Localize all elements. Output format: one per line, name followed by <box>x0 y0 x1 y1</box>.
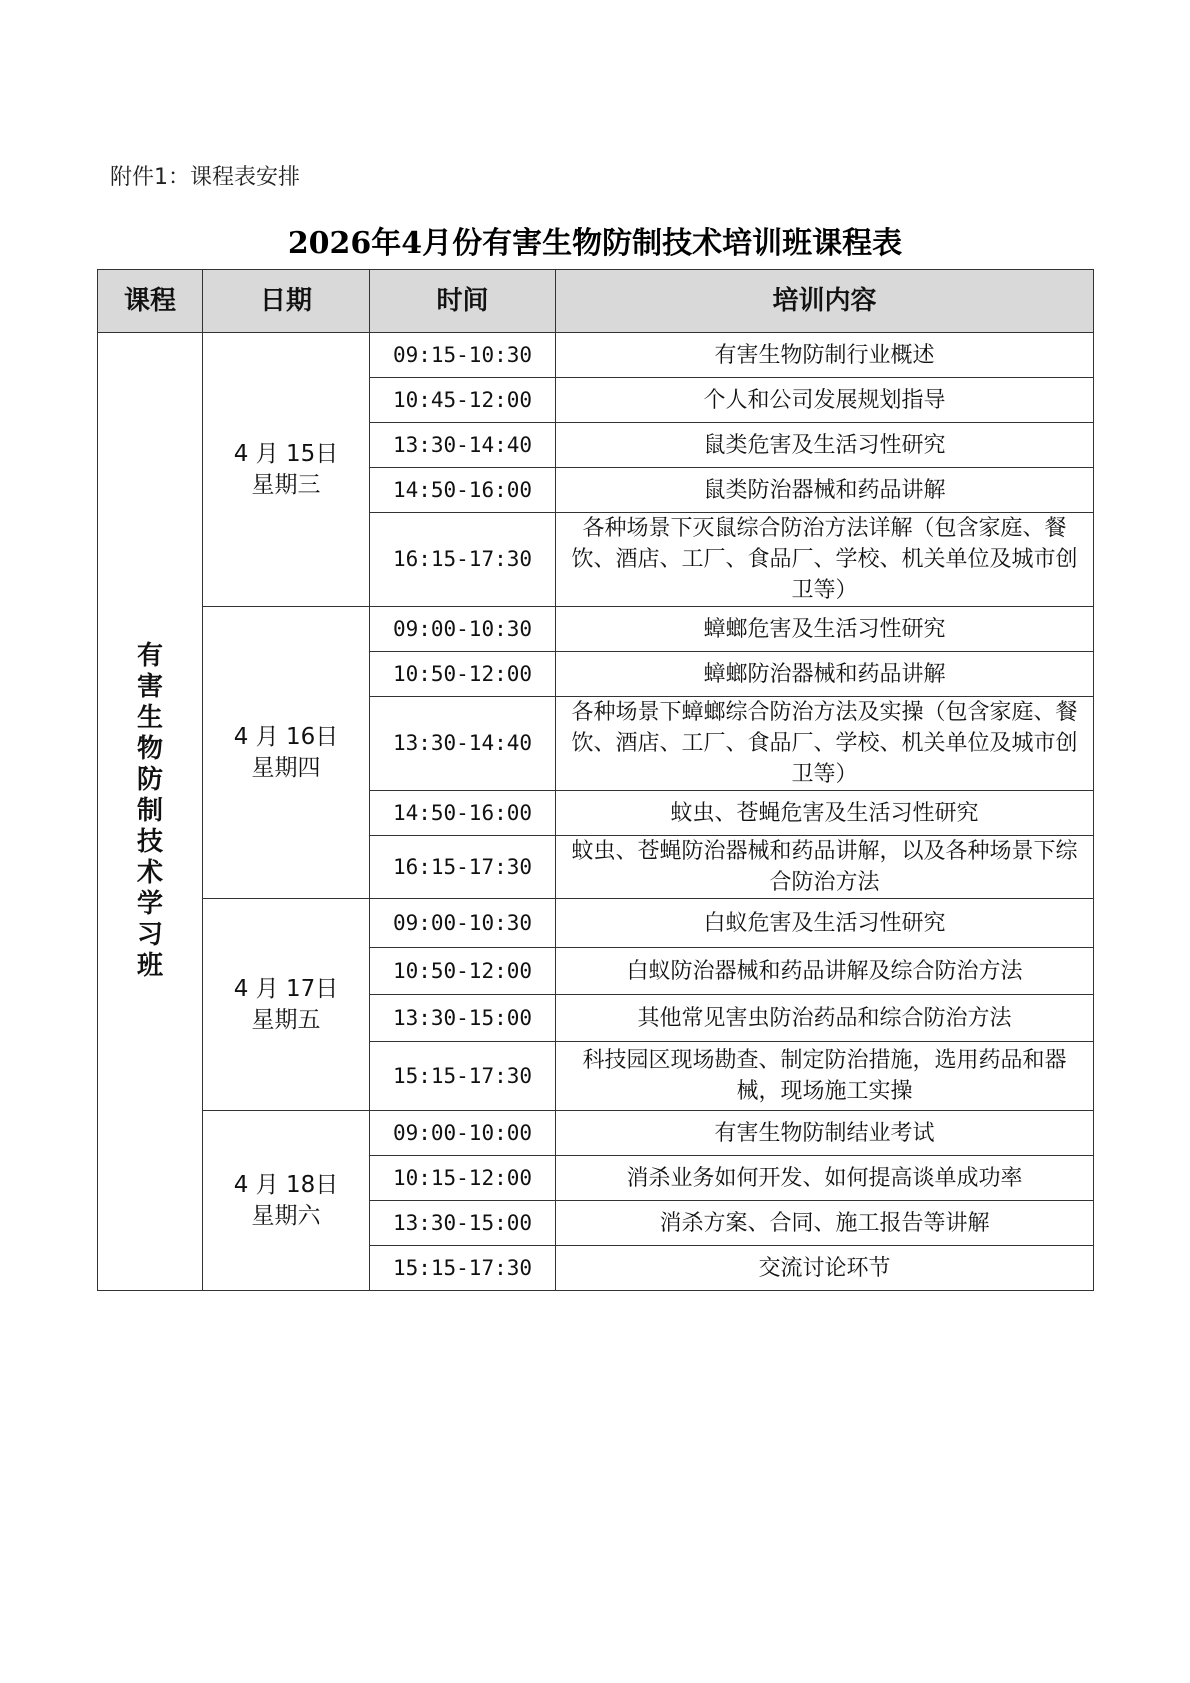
date-cell <box>203 1111 370 1291</box>
session-time: 15:15-17:30 <box>370 1042 556 1111</box>
document-title: 2026年4月份有害生物防制技术培训班课程表 <box>287 226 903 261</box>
header-time: 时间 <box>370 270 556 333</box>
date-text: 4 月 16日 <box>233 723 339 750</box>
header-row <box>98 270 1094 333</box>
session-content: 蚊虫、苍蝇防治器械和药品讲解，以及各种场景下综合防治方法 <box>556 836 1094 899</box>
session-time: 10:50-12:00 <box>370 948 556 995</box>
weekday-text: 星期六 <box>251 1202 321 1229</box>
session-time: 16:15-17:30 <box>370 513 556 607</box>
session-time: 14:50-16:00 <box>370 791 556 836</box>
session-content: 有害生物防制结业考试 <box>556 1111 1094 1156</box>
table-row <box>98 899 1094 948</box>
session-content: 个人和公司发展规划指导 <box>556 378 1094 423</box>
session-time: 13:30-15:00 <box>370 995 556 1042</box>
table-row <box>98 607 1094 652</box>
date-cell <box>203 607 370 899</box>
session-time: 13:30-14:40 <box>370 423 556 468</box>
session-content: 其他常见害虫防治药品和综合防治方法 <box>556 995 1094 1042</box>
session-time: 15:15-17:30 <box>370 1246 556 1291</box>
session-content: 白蚁危害及生活习性研究 <box>556 899 1094 948</box>
date-cell <box>203 899 370 1111</box>
course-name-char: 制 <box>136 796 163 826</box>
course-name-char: 物 <box>136 734 163 764</box>
schedule-table <box>97 269 1094 1291</box>
table-row <box>98 1111 1094 1156</box>
session-content: 鼠类危害及生活习性研究 <box>556 423 1094 468</box>
session-time: 10:15-12:00 <box>370 1156 556 1201</box>
date-text: 4 月 18日 <box>233 1171 339 1198</box>
header-date: 日期 <box>203 270 370 333</box>
weekday-text: 星期四 <box>251 754 321 781</box>
session-content: 各种场景下蟑螂综合防治方法及实操（包含家庭、餐饮、酒店、工厂、食品厂、学校、机关单位及城市创卫等） <box>556 697 1094 791</box>
date-cell <box>203 333 370 607</box>
date-text: 4 月 17日 <box>233 975 339 1002</box>
weekday-text: 星期五 <box>251 1006 321 1033</box>
course-name-cell <box>98 333 203 1291</box>
session-time: 09:00-10:00 <box>370 1111 556 1156</box>
course-name-char: 技 <box>136 827 163 857</box>
session-content: 鼠类防治器械和药品讲解 <box>556 468 1094 513</box>
course-name-char: 班 <box>136 951 163 981</box>
session-time: 13:30-15:00 <box>370 1201 556 1246</box>
header-content: 培训内容 <box>556 270 1094 333</box>
session-time: 09:00-10:30 <box>370 607 556 652</box>
session-content: 消杀业务如何开发、如何提高谈单成功率 <box>556 1156 1094 1201</box>
session-content: 各种场景下灭鼠综合防治方法详解（包含家庭、餐饮、酒店、工厂、食品厂、学校、机关单位及城市创卫等） <box>556 513 1094 607</box>
session-content: 科技园区现场勘查、制定防治措施，选用药品和器械，现场施工实操 <box>556 1042 1094 1111</box>
session-content: 蟑螂防治器械和药品讲解 <box>556 652 1094 697</box>
header-course: 课程 <box>98 270 203 333</box>
table-row <box>98 333 1094 378</box>
session-content: 有害生物防制行业概述 <box>556 333 1094 378</box>
session-content: 蟑螂危害及生活习性研究 <box>556 607 1094 652</box>
course-name-char: 有 <box>136 641 163 671</box>
session-time: 13:30-14:40 <box>370 697 556 791</box>
course-name-char: 学 <box>136 889 163 919</box>
attachment-label: 附件1：课程表安排 <box>110 165 300 190</box>
session-content: 白蚁防治器械和药品讲解及综合防治方法 <box>556 948 1094 995</box>
date-text: 4 月 15日 <box>233 440 339 467</box>
session-time: 09:00-10:30 <box>370 899 556 948</box>
session-content: 蚊虫、苍蝇危害及生活习性研究 <box>556 791 1094 836</box>
course-name-char: 生 <box>136 703 163 733</box>
course-name-char: 习 <box>136 920 163 950</box>
session-time: 10:45-12:00 <box>370 378 556 423</box>
session-content: 交流讨论环节 <box>556 1246 1094 1291</box>
session-content: 消杀方案、合同、施工报告等讲解 <box>556 1201 1094 1246</box>
course-name-char: 防 <box>136 765 163 795</box>
course-name-char: 术 <box>136 858 163 888</box>
weekday-text: 星期三 <box>251 471 321 498</box>
session-time: 09:15-10:30 <box>370 333 556 378</box>
session-time: 14:50-16:00 <box>370 468 556 513</box>
schedule-body <box>98 333 1094 1291</box>
session-time: 16:15-17:30 <box>370 836 556 899</box>
session-time: 10:50-12:00 <box>370 652 556 697</box>
course-name-char: 害 <box>136 672 163 702</box>
